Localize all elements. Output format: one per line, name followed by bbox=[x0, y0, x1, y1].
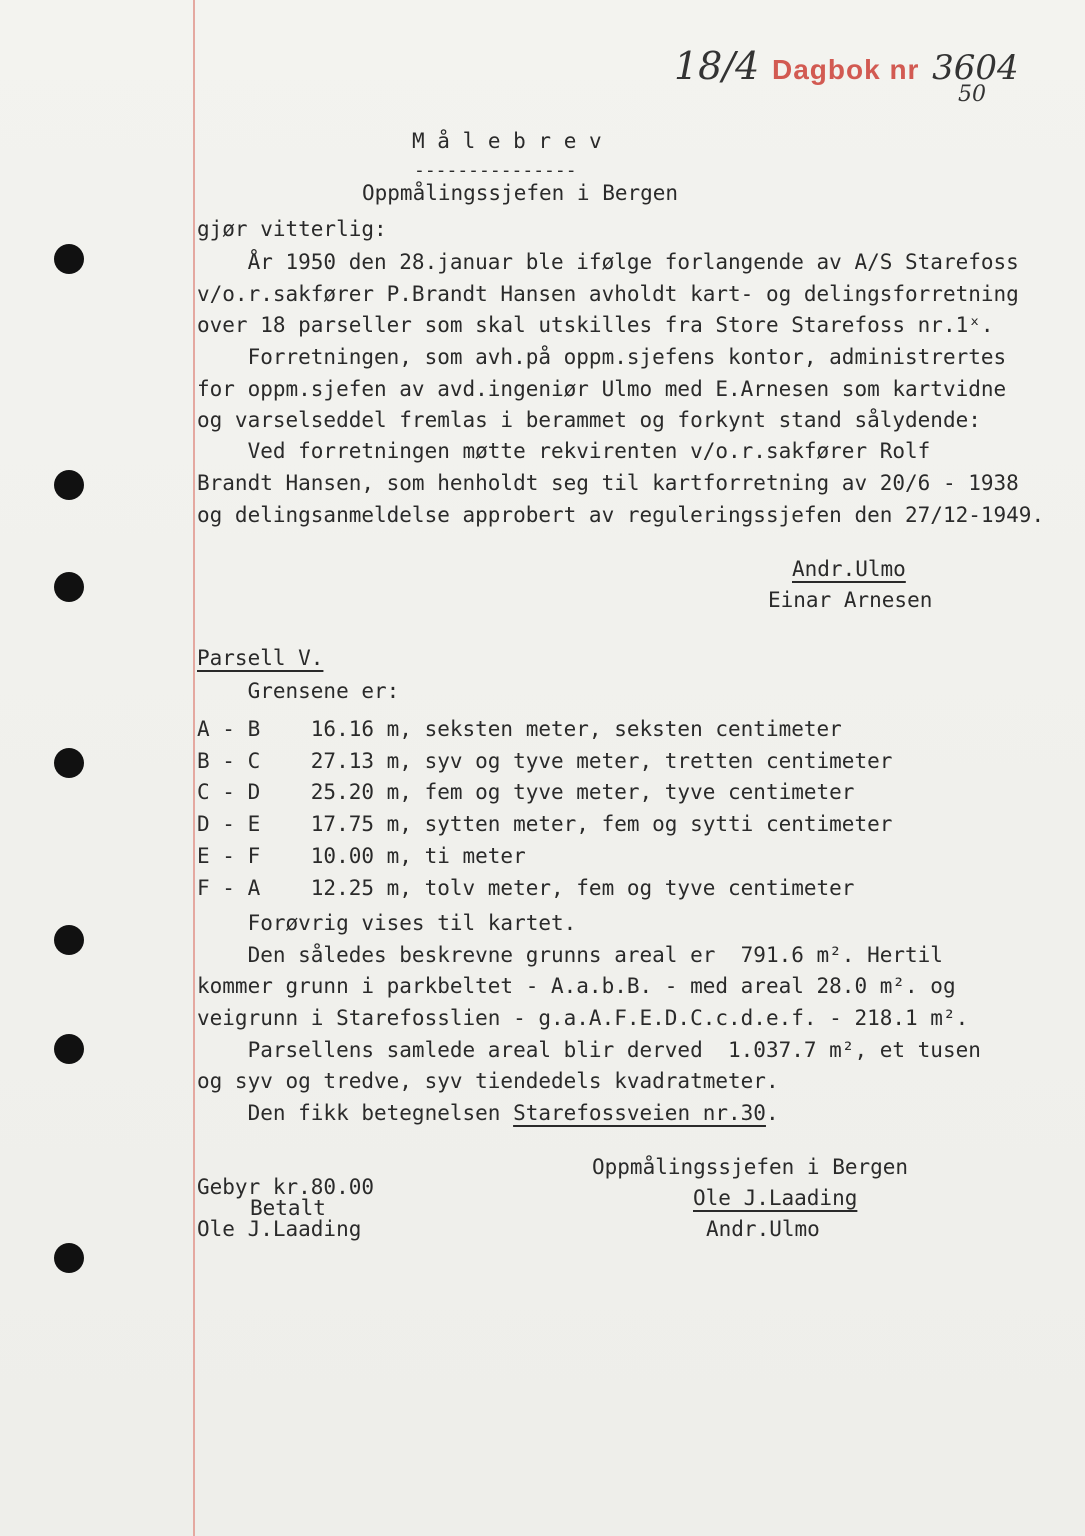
footer-office: Oppmålingssjefen i Bergen bbox=[592, 1155, 909, 1179]
title-underline: --------------- bbox=[414, 160, 577, 181]
text-line: gjør vitterlig: bbox=[197, 217, 387, 241]
signature-ulmo: Andr.Ulmo bbox=[792, 557, 906, 581]
text-line: Grensene er: bbox=[197, 679, 400, 703]
fee-line: Gebyr kr.80.00 bbox=[197, 1175, 375, 1199]
boundary-row: E - F 10.00 m, ti meter bbox=[197, 844, 526, 868]
designation-label: Den fikk betegnelsen bbox=[197, 1101, 514, 1125]
text-line: og syv og tredve, syv tiendedels kvadratmeter. bbox=[197, 1069, 779, 1093]
text-line: Ved forretningen møtte rekvirenten v/o.r.sakfører Rolf bbox=[197, 439, 931, 463]
stamp-label: Dagbok nr bbox=[772, 54, 920, 85]
footer-signature-ulmo: Andr.Ulmo bbox=[706, 1217, 820, 1241]
text-line: Oppmålingssjefen i Bergen bbox=[362, 181, 679, 205]
street-suffix: . bbox=[765, 1101, 779, 1125]
street-name: Starefossveien nr.30 bbox=[513, 1101, 766, 1125]
text-line: Forretningen, som avh.på oppm.sjefens kontor, administrertes bbox=[197, 345, 1007, 369]
text-line: kommer grunn i parkbeltet - A.a.b.B. - med areal 28.0 m². og bbox=[197, 974, 956, 998]
text-line: v/o.r.sakfører P.Brandt Hansen avholdt kart- og delingsforretning bbox=[197, 282, 1019, 306]
punch-hole bbox=[54, 925, 84, 955]
boundary-row: B - C 27.13 m, syv og tyve meter, tretten centimeter bbox=[197, 749, 893, 773]
text-line bbox=[197, 1103, 779, 1124]
section-heading: Parsell V. bbox=[197, 646, 324, 670]
punch-hole bbox=[54, 1034, 84, 1064]
text-line: og delingsanmeldelse approbert av reguleringssjefen den 27/12-1949. bbox=[197, 503, 1045, 527]
text-line: Brandt Hansen, som henholdt seg til kartforretning av 20/6 - 1938 bbox=[197, 471, 1019, 495]
punch-hole bbox=[54, 748, 84, 778]
punch-hole bbox=[54, 1243, 84, 1273]
text-line: Parsellens samlede areal blir derved 1.037.7 m², et tusen bbox=[197, 1038, 981, 1062]
punch-hole bbox=[54, 244, 84, 274]
margin-line bbox=[193, 0, 195, 1536]
text-line: for oppm.sjefen av avd.ingeniør Ulmo med E.Arnesen som kartvidne bbox=[197, 377, 1007, 401]
text-line: og varselseddel fremlas i berammet og forkynt stand sålydende: bbox=[197, 408, 981, 432]
boundary-row: F - A 12.25 m, tolv meter, fem og tyve centimeter bbox=[197, 876, 855, 900]
footer-signature-laading: Ole J.Laading bbox=[693, 1186, 858, 1210]
boundary-row: D - E 17.75 m, sytten meter, fem og sytti centimeter bbox=[197, 812, 893, 836]
boundary-row: C - D 25.20 m, fem og tyve meter, tyve centimeter bbox=[197, 780, 855, 804]
signature-arnesen: Einar Arnesen bbox=[768, 588, 933, 612]
stamp-number: 3604 bbox=[932, 48, 1019, 88]
text-line: Den således beskrevne grunns areal er 791.6 m². Hertil bbox=[197, 943, 943, 967]
fee-paid: Betalt bbox=[250, 1196, 326, 1220]
boundary-row: A - B 16.16 m, seksten meter, seksten centimeter bbox=[197, 717, 842, 741]
punch-hole bbox=[54, 470, 84, 500]
stamp-date: 18/4 bbox=[674, 44, 760, 88]
text-line: veigrunn i Starefosslien - g.a.A.F.E.D.C.c.d.e.f. - 218.1 m². bbox=[197, 1006, 969, 1030]
stamp-year: 50 bbox=[958, 82, 986, 107]
text-line: Forøvrig vises til kartet. bbox=[197, 911, 577, 935]
text-line: År 1950 den 28.januar ble ifølge forlangende av A/S Starefoss bbox=[197, 250, 1019, 274]
text-line: over 18 parseller som skal utskilles fra Store Starefoss nr.1ˣ. bbox=[197, 313, 994, 337]
fee-signature: Ole J.Laading bbox=[197, 1217, 362, 1241]
document-title: M å l e b r e v bbox=[412, 129, 602, 153]
punch-hole bbox=[54, 572, 84, 602]
